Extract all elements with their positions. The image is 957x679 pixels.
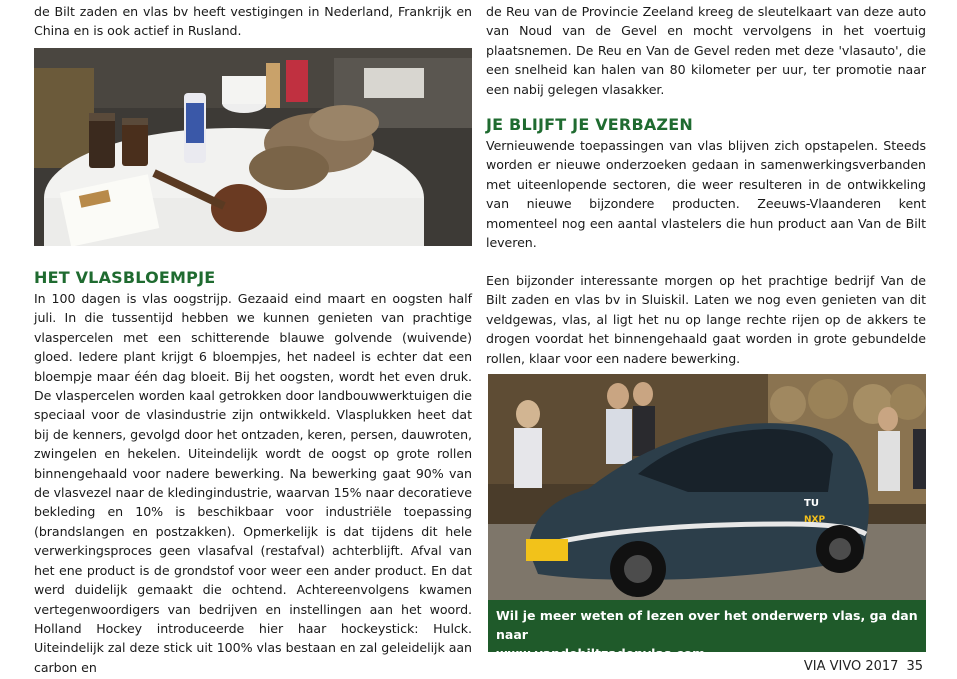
flax-car-photo bbox=[488, 374, 926, 600]
info-banner bbox=[488, 600, 926, 661]
magazine-name: VIA VIVO 2017 bbox=[803, 659, 899, 674]
section-heading-verbazen: JE BLIJFT JE VERBAZEN bbox=[486, 115, 693, 134]
right-closing-paragraph: Een bijzonder interessante morgen op het prachtige bedrijf Van de Bilt zaden en vlas bv in Sluiskil. Laten we nog even genieten van dit veldgewas, vlas, al ligt het nu op lange rechte rijen op de akkers te drogen voordat het binnengehaald gaat worden in grote gebundelde rollen, klaar voor een nadere bewerking. bbox=[486, 273, 926, 366]
banner-text: Wil je meer weten of lezen over het onderwerp vlas, ga dan naar bbox=[496, 608, 918, 642]
banner-link[interactable]: www.vandebiltzadenvlas.com bbox=[496, 646, 706, 661]
section-heading-vlasbloempje: HET VLASBLOEMPJE bbox=[34, 268, 216, 287]
flax-car-illustration bbox=[488, 374, 926, 600]
car-badge-tu: TU bbox=[804, 498, 819, 509]
flax-products-illustration bbox=[34, 48, 472, 246]
flax-products-photo bbox=[34, 48, 472, 246]
page-number: 35 bbox=[906, 659, 923, 674]
left-intro-paragraph: de Bilt zaden en vlas bv heeft vestigingen in Nederland, Frankrijk en China en is ook actief in Rusland. bbox=[34, 4, 472, 39]
right-intro-paragraph: de Reu van de Provincie Zeeland kreeg de sleutelkaart van deze auto van Noud van de Gevel en mocht vervolgens in het voertuig plaatsnemen. De Reu en Van de Gevel reden met deze 'vlasauto', die een snelheid kan halen van 80 kilometer per uur, ter promotie naar een nabij gelegen vlasakker. bbox=[486, 4, 926, 97]
left-body-paragraph: In 100 dagen is vlas oogstrijp. Gezaaid eind maart en oogsten half juli. In die tussentijd hebben we kunnen genieten van prachtige vlaspercelen met een schitterende blauwe golvende (wuivende) gloed. Iedere plant krijgt 6 bloempjes, het nadeel is echter dat een bloempje maar één dag bloeit. Bij het oogsten, wordt het even druk. De vlaspercelen worden kaal getrokken door landbouwwerktuigen die speciaal voor de vlasindustrie zijn ontwikkeld. Vlasplukken heet dat bij de kenners, gevolgd door het ontzaden, keren, persen, dauwroten, zwingelen en hekelen. Uiteindelijk wordt de oogst op grote rollen binnengehaald voor nadere bewerking. Na bewerking gaat 90% van de vlasvezel naar de kledingindustrie, waarvan 15% naar decoratieve bekleding en 10% is beschikbaar voor industriële toepassing (brandslangen en postzakken). Opmerkelijk is dat tijdens dit hele verwerkingsproces geen vlasafval (restafval) achterblijft. Afval van het ene product is de grondstof voor weer een ander product. En dat werd duidelijk gemaakt die ochtend. Achtereenvolgens kwamen vertegenwoordigers van bedrijven en instellingen aan het woord. Holland Hockey introduceerde hier haar hockeystick: Hulck. Uiteindelijk zal deze stick uit 100% vlas bestaan en zal geleidelijk aan carbon en bbox=[34, 291, 472, 675]
page-footer bbox=[804, 658, 923, 676]
right-body-paragraph: Vernieuwende toepassingen van vlas blijven zich opstapelen. Steeds worden er nieuwe onderzoeken gedaan in samenwerkingsverbanden met uiteenlopende sectoren, die weer resulteren in de ontwikkeling van nieuwe bijzondere producten. Zeeuws-Vlaanderen kent momenteel nog een aantal vlastelers die hun product aan Van de Bilt leveren. bbox=[486, 138, 926, 251]
car-badge-nxp: NXP bbox=[804, 515, 826, 525]
